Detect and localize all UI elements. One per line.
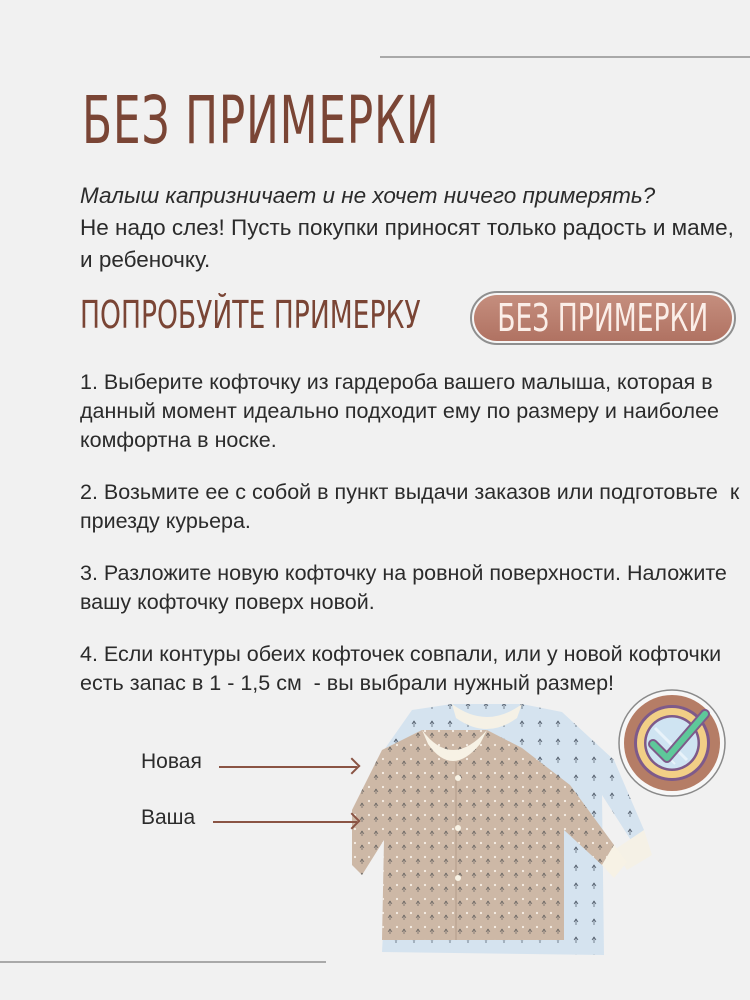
no-fitting-pill <box>470 291 736 345</box>
step-item: 1. Выберите кофточку из гардероба вашего малыша, которая в данный момент идеально подходит ему по размеру и наиболее комфортна в носке. <box>80 370 725 452</box>
subheading: ПОПРОБУЙТЕ ПРИМЕРКУ <box>80 293 421 337</box>
arrow-yours <box>213 821 357 823</box>
bottom-divider <box>0 961 326 963</box>
intro-block <box>80 180 740 276</box>
label-new: Новая <box>141 750 202 773</box>
jackets-comparison-image <box>352 700 662 960</box>
checkmark-badge-icon <box>617 688 727 798</box>
step-item: 3. Разложите новую кофточку на ровной поверхности. Наложите вашу кофточку поверх новой. <box>80 561 733 614</box>
intro-question: Малыш капризничает и не хочет ничего примерять? <box>80 183 656 208</box>
page-title: БЕЗ ПРИМЕРКИ <box>82 82 440 159</box>
intro-text: Не надо слез! Пусть покупки приносят только радость и маме, и ребеночку. <box>80 215 734 272</box>
arrow-new <box>219 766 357 768</box>
step-item: 4. Если контуры обеих кофточек совпали, или у новой кофточки есть запас в 1 - 1,5 см - вы выбрали нужный размер! <box>80 642 728 695</box>
steps-list <box>80 368 746 721</box>
pill-label: БЕЗ ПРИМЕРКИ <box>497 296 709 340</box>
top-divider <box>380 56 750 58</box>
label-yours: Ваша <box>141 806 196 829</box>
step-item: 2. Возьмите ее с собой в пункт выдачи заказов или подготовьте к приезду курьера. <box>80 480 746 533</box>
